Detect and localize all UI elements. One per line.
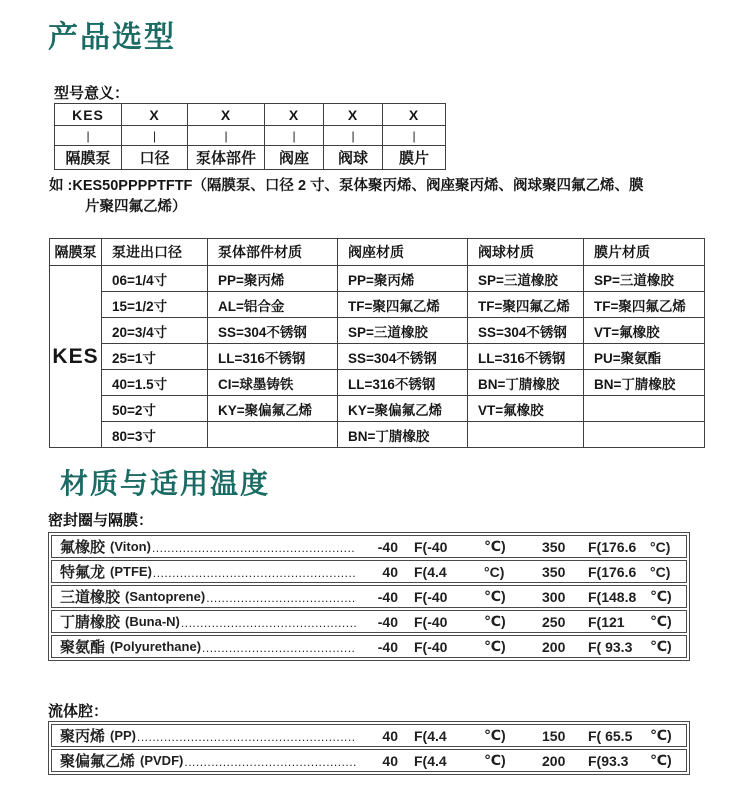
temp-row-santoprene [51, 585, 687, 608]
table-row [50, 370, 705, 396]
cell [584, 422, 705, 448]
cell: TF=聚四氟乙烯 [468, 292, 584, 318]
cell: 50=2寸 [102, 396, 208, 422]
min-temp-c: F(-40 [414, 588, 448, 605]
min-temp-c: F(4.4 [414, 752, 447, 769]
model-part-pump: 隔膜泵 [55, 146, 122, 170]
selection-header-row [50, 239, 705, 266]
min-temp-c-unit: ℃) [484, 538, 506, 554]
model-example-line1: 如 :KES50PPPPTFTF（隔膜泵、口径 2 寸、泵体聚丙烯、阀座聚丙烯、阀球聚四氟乙烯、膜 [49, 178, 644, 194]
series-code-cell: KES [50, 266, 102, 448]
model-part-valve-seat: 阀座 [265, 146, 324, 170]
cell: SS=304不锈钢 [468, 318, 584, 344]
dot-leader [184, 755, 356, 769]
max-temp-c: F(121 [588, 613, 625, 630]
cell: LL=316不锈钢 [208, 344, 338, 370]
model-code-x: X [324, 104, 383, 126]
temp-row-ptfe [51, 560, 687, 583]
dot-leader [206, 591, 356, 605]
cell: 06=1/4寸 [102, 266, 208, 292]
max-temp-c-unit: ℃) [650, 638, 672, 654]
material-name-cn: 聚氨酯 [60, 639, 106, 656]
material-name-en: (Polyurethane) [110, 639, 202, 654]
cell: PU=聚氨酯 [584, 344, 705, 370]
page-title-material-temperature: 材质与适用温度 [60, 468, 271, 499]
header-port-size: 泵进出口径 [102, 239, 208, 266]
max-temp-f: 350 [542, 538, 566, 555]
cell: KY=聚偏氟乙烯 [208, 396, 338, 422]
max-temp-c-unit: °C) [650, 538, 671, 555]
temp-row-viton [51, 535, 687, 558]
min-temp-f: -40 [377, 588, 398, 605]
table-row [50, 318, 705, 344]
material-name-en: (Viton) [110, 539, 151, 554]
cell: TF=聚四氟乙烯 [338, 292, 468, 318]
model-example-paragraph [49, 176, 644, 218]
dot-leader [152, 541, 356, 555]
max-temp-f: 150 [542, 727, 566, 744]
material-name-cn: 丁腈橡胶 [60, 614, 121, 631]
min-temp-f: 40 [382, 563, 398, 580]
max-temp-f: 200 [542, 752, 566, 769]
cell: 20=3/4寸 [102, 318, 208, 344]
model-part-caliber: 口径 [122, 146, 188, 170]
max-temp-f: 250 [542, 613, 566, 630]
fluid-chamber-label: 流体腔： [48, 703, 109, 720]
min-temp-c-unit: °C) [484, 563, 505, 580]
cell: PP=聚丙烯 [338, 266, 468, 292]
dot-leader [202, 641, 356, 655]
model-code-table [54, 103, 446, 170]
cell [584, 396, 705, 422]
model-part-valve-ball: 阀球 [324, 146, 383, 170]
max-temp-c-unit: ℃) [650, 613, 672, 629]
table-row [50, 292, 705, 318]
min-temp-c: F(-40 [414, 538, 448, 555]
min-temp-c-unit: ℃) [484, 752, 506, 768]
max-temp-c: F(176.6 [588, 563, 637, 580]
cell: LL=316不锈钢 [468, 344, 584, 370]
min-temp-f: 40 [382, 727, 398, 744]
cell: BN=丁腈橡胶 [584, 370, 705, 396]
model-bar-row [55, 126, 446, 146]
temp-row-pp [51, 724, 687, 747]
material-name-cn: 特氟龙 [60, 564, 106, 581]
cell: SS=304不锈钢 [208, 318, 338, 344]
model-meaning-label: 型号意义： [54, 85, 130, 102]
temp-row-buna-n [51, 610, 687, 633]
max-temp-c: F( 93.3 [588, 638, 633, 655]
dot-leader [153, 566, 356, 580]
connector-bar: | [55, 126, 122, 146]
min-temp-f: -40 [377, 538, 398, 555]
min-temp-c-unit: ℃) [484, 588, 506, 604]
min-temp-f: -40 [377, 638, 398, 655]
material-name-en: (PVDF) [140, 753, 184, 768]
max-temp-c-unit: ℃) [650, 752, 672, 768]
dot-leader [181, 616, 356, 630]
max-temp-c-unit: °C) [650, 563, 671, 580]
seal-temperature-table [48, 532, 690, 661]
seal-diaphragm-label: 密封圈与隔膜： [48, 512, 154, 529]
cell: SS=304不锈钢 [338, 344, 468, 370]
material-name-en: (Buna-N) [125, 614, 180, 629]
cell: SP=三道橡胶 [584, 266, 705, 292]
connector-bar: | [324, 126, 383, 146]
material-name-cn: 聚丙烯 [60, 728, 106, 745]
cell: VT=氟橡胶 [468, 396, 584, 422]
connector-bar: | [188, 126, 265, 146]
cell: AL=铝合金 [208, 292, 338, 318]
cell: TF=聚四氟乙烯 [584, 292, 705, 318]
cell: BN=丁腈橡胶 [338, 422, 468, 448]
material-selection-table [49, 238, 705, 448]
min-temp-c-unit: ℃) [484, 727, 506, 743]
table-row [50, 344, 705, 370]
material-name-cn: 三道橡胶 [60, 589, 121, 606]
cell: 15=1/2寸 [102, 292, 208, 318]
max-temp-c: F(176.6 [588, 538, 637, 555]
table-row [50, 266, 705, 292]
model-part-diaphragm: 膜片 [383, 146, 446, 170]
material-name-cn: 聚偏氟乙烯 [60, 753, 136, 770]
max-temp-c-unit: ℃) [650, 588, 672, 604]
header-diaphragm-material: 膜片材质 [584, 239, 705, 266]
min-temp-c-unit: ℃) [484, 638, 506, 654]
cell [208, 422, 338, 448]
connector-bar: | [383, 126, 446, 146]
cell: LL=316不锈钢 [338, 370, 468, 396]
max-temp-c: F(93.3 [588, 752, 629, 769]
cell: 25=1寸 [102, 344, 208, 370]
model-part-row [55, 146, 446, 170]
temp-row-pvdf [51, 749, 687, 772]
max-temp-f: 350 [542, 563, 566, 580]
cell: KY=聚偏氟乙烯 [338, 396, 468, 422]
connector-bar: | [265, 126, 324, 146]
page-title-product-selection: 产品选型 [48, 21, 176, 54]
fluid-temperature-table [48, 721, 690, 775]
cell: SP=三道橡胶 [468, 266, 584, 292]
model-code-x: X [265, 104, 324, 126]
cell [468, 422, 584, 448]
material-name-en: (PP) [110, 728, 137, 743]
cell: CI=球墨铸铁 [208, 370, 338, 396]
connector-bar: | [122, 126, 188, 146]
model-code-x: X [188, 104, 265, 126]
model-example-line2: 片聚四氟乙烯） [85, 199, 187, 215]
material-name-cn: 氟橡胶 [60, 539, 106, 556]
min-temp-f: 40 [382, 752, 398, 769]
min-temp-c: F(-40 [414, 638, 448, 655]
table-row [50, 422, 705, 448]
cell: PP=聚丙烯 [208, 266, 338, 292]
cell: SP=三道橡胶 [338, 318, 468, 344]
header-diaphragm-pump: 隔膜泵 [50, 239, 102, 266]
cell: 40=1.5寸 [102, 370, 208, 396]
max-temp-c-unit: ℃) [650, 727, 672, 743]
max-temp-c: F( 65.5 [588, 727, 633, 744]
header-valve-seat-material: 阀座材质 [338, 239, 468, 266]
min-temp-c: F(-40 [414, 613, 448, 630]
max-temp-c: F(148.8 [588, 588, 637, 605]
header-valve-ball-material: 阀球材质 [468, 239, 584, 266]
material-name-en: (PTFE) [110, 564, 152, 579]
dot-leader [137, 730, 356, 744]
max-temp-f: 300 [542, 588, 566, 605]
model-code-series: KES [55, 104, 122, 126]
model-part-body: 泵体部件 [188, 146, 265, 170]
header-body-material: 泵体部件材质 [208, 239, 338, 266]
cell: 80=3寸 [102, 422, 208, 448]
material-name-en: (Santoprene) [125, 589, 206, 604]
model-code-x: X [383, 104, 446, 126]
table-row [50, 396, 705, 422]
min-temp-c: F(4.4 [414, 727, 447, 744]
model-code-row [55, 104, 446, 126]
cell: VT=氟橡胶 [584, 318, 705, 344]
temp-row-polyurethane [51, 635, 687, 658]
min-temp-f: -40 [377, 613, 398, 630]
max-temp-f: 200 [542, 638, 566, 655]
min-temp-c: F(4.4 [414, 563, 447, 580]
cell: BN=丁腈橡胶 [468, 370, 584, 396]
min-temp-c-unit: ℃) [484, 613, 506, 629]
model-code-x: X [122, 104, 188, 126]
